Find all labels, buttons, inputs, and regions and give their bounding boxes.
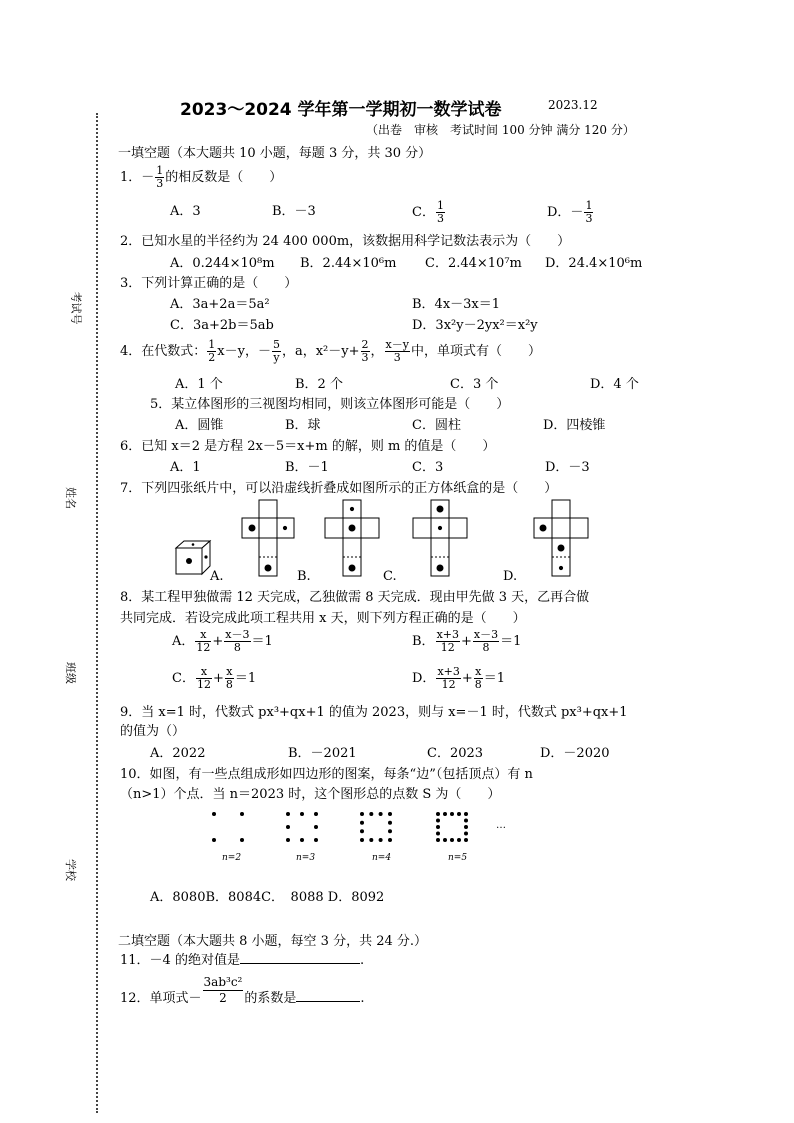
q1-option-d: D．－ $\frac{1}{3}$ bbox=[547, 199, 593, 225]
q6-option-a: A．1 bbox=[170, 460, 201, 475]
q3-option-c: C．3a+2b＝5ab bbox=[170, 318, 274, 333]
q9-option-d: D．－2020 bbox=[540, 746, 610, 761]
dots-n2 bbox=[212, 812, 244, 842]
q10-ellipsis: … bbox=[496, 820, 506, 831]
q10-label-n5: n=5 bbox=[448, 853, 468, 863]
q3-option-d: D．3x²y－2yx²＝x²y bbox=[412, 318, 538, 333]
q5-option-a: A．圆锥 bbox=[175, 418, 224, 433]
page-title: 2023～2024 学年第一学期初一数学试卷 bbox=[180, 100, 502, 120]
question-8-line2: 共同完成．若设完成此项工程共用 x 天，则下列方程正确的是（ ） bbox=[120, 611, 526, 626]
q12-answer-blank[interactable] bbox=[296, 1001, 360, 1002]
question-9-line1: 9．当 x=1 时，代数式 px³+qx+1 的值为 2023，则与 x=－1 时，代数式 px³+qx+1 bbox=[120, 705, 628, 720]
q10-label-n2: n=2 bbox=[222, 853, 242, 863]
net-d bbox=[534, 500, 588, 576]
q10-label-n4: n=4 bbox=[372, 853, 392, 863]
q4-option-c: C．3 个 bbox=[450, 377, 499, 392]
q10-label-n3: n=3 bbox=[296, 853, 316, 863]
question-12: 12．单项式－ $\frac{\text{3ab³c²}}{2}$ 的系数是 . bbox=[120, 975, 365, 1006]
q3-option-b: B．4x－3x＝1 bbox=[412, 297, 501, 312]
q9-option-b: B．－2021 bbox=[288, 746, 357, 761]
q2-option-a: A．0.244×10⁸m bbox=[170, 256, 275, 271]
question-1: 1．－ $\frac{1}{3}$ 的相反数是（ ） bbox=[120, 164, 283, 190]
q5-option-c: C．圆柱 bbox=[412, 418, 461, 433]
side-label-exam-number: 考试号 bbox=[69, 291, 83, 325]
q9-option-a: A．2022 bbox=[150, 746, 206, 761]
q5-option-d: D．四棱锥 bbox=[543, 418, 606, 433]
binding-dotted-line bbox=[96, 113, 98, 1113]
q1-option-b: B．－3 bbox=[272, 204, 316, 219]
q4-option-d: D．4 个 bbox=[590, 377, 639, 392]
q10-options: A．8080B．8084C． 8088 D．8092 bbox=[150, 890, 385, 905]
question-2: 2．已知水星的半径约为 24 400 000m，该数据用科学记数法表示为（ ） bbox=[120, 234, 571, 249]
q4-option-b: B．2 个 bbox=[295, 377, 343, 392]
question-10-line2: （n>1）个点．当 n＝2023 时，这个图形总的点数 S 为（ ） bbox=[120, 787, 501, 802]
q1-option-a: A．3 bbox=[170, 204, 201, 219]
question-11: 11．－4 的绝对值是 . bbox=[120, 953, 365, 968]
question-10-line1: 10．如图，有一些点组成形如四边形的图案，每条“边”（包括顶点）有 n bbox=[120, 767, 533, 782]
side-label-name: 姓名 bbox=[64, 487, 77, 509]
section1-title: 一填空题（本大题共 10 小题，每题 3 分，共 30 分） bbox=[118, 146, 432, 161]
question-4: 4．在代数式： $\frac{1}{2}$ x－y，－ $\frac{5}{y}$ ，a，x²－y+ $\frac{2}{3}$ ， $\frac{x-y}{3}$ 中，单项式有（ ） bbox=[120, 338, 541, 364]
side-label-class: 班级 bbox=[64, 662, 77, 684]
question-7: 7．下列四张纸片中，可以沿虚线折叠成如图所示的正方体纸盒的是（ ） bbox=[120, 481, 558, 496]
exam-subtitle: （出卷 审核 考试时间 100 分钟 满分 120 分） bbox=[366, 123, 635, 137]
dots-n4 bbox=[360, 812, 392, 842]
net-b bbox=[325, 500, 379, 576]
question-3: 3．下列计算正确的是（ ） bbox=[120, 276, 298, 291]
dots-n5 bbox=[436, 812, 468, 842]
q8-option-b: B． $\frac{x+3}{12}$ + $\frac{x-3}{8}$ ＝1 bbox=[412, 628, 522, 654]
q8-option-a: A． $\frac{x}{12}$ + $\frac{x-3}{8}$ ＝1 bbox=[172, 628, 273, 654]
q7-option-c: C. bbox=[383, 569, 397, 584]
q6-option-b: B．－1 bbox=[285, 460, 329, 475]
q10-dot-patterns bbox=[200, 804, 520, 864]
q2-option-d: D．24.4×10⁶m bbox=[545, 256, 643, 271]
q8-option-c: C． $\frac{x}{12}$ + $\frac{x}{8}$ ＝1 bbox=[172, 665, 257, 691]
question-6: 6．已知 x＝2 是方程 2x－5＝x+m 的解，则 m 的值是（ ） bbox=[120, 439, 496, 454]
q8-option-d: D． $\frac{x+3}{12}$ + $\frac{x}{8}$ ＝1 bbox=[412, 665, 506, 691]
q2-option-b: B．2.44×10⁶m bbox=[300, 256, 397, 271]
question-5: 5．某立体图形的三视图均相同，则该立体图形可能是（ ） bbox=[150, 397, 510, 412]
q3-option-a: A．3a+2a＝5a² bbox=[170, 297, 270, 312]
q4-option-a: A．1 个 bbox=[175, 377, 223, 392]
q7-option-a: A. bbox=[210, 569, 224, 584]
net-c bbox=[413, 500, 467, 576]
question-9-line2: 的值为（） bbox=[120, 724, 186, 739]
q2-option-c: C．2.44×10⁷m bbox=[425, 256, 522, 271]
q5-option-b: B．球 bbox=[285, 418, 321, 433]
q11-answer-blank[interactable] bbox=[240, 963, 360, 964]
q9-option-c: C．2023 bbox=[427, 746, 484, 761]
side-label-school: 学校 bbox=[64, 859, 77, 881]
section2-title: 二填空题（本大题共 8 小题，每空 3 分，共 24 分.） bbox=[118, 934, 428, 949]
q7-option-d: D. bbox=[503, 569, 518, 584]
q1-option-c: C． $\frac{1}{3}$ bbox=[412, 199, 444, 225]
q7-option-b: B. bbox=[297, 569, 311, 584]
dots-n3 bbox=[286, 812, 318, 842]
q6-option-c: C．3 bbox=[412, 460, 444, 475]
question-8-line1: 8．某工程甲独做需 12 天完成，乙独做需 8 天完成．现由甲先做 3 天，乙再合做 bbox=[120, 590, 590, 605]
cube-figure bbox=[176, 541, 210, 574]
exam-date: 2023.12 bbox=[548, 98, 598, 112]
net-a bbox=[242, 500, 294, 576]
q6-option-d: D．－3 bbox=[545, 460, 590, 475]
